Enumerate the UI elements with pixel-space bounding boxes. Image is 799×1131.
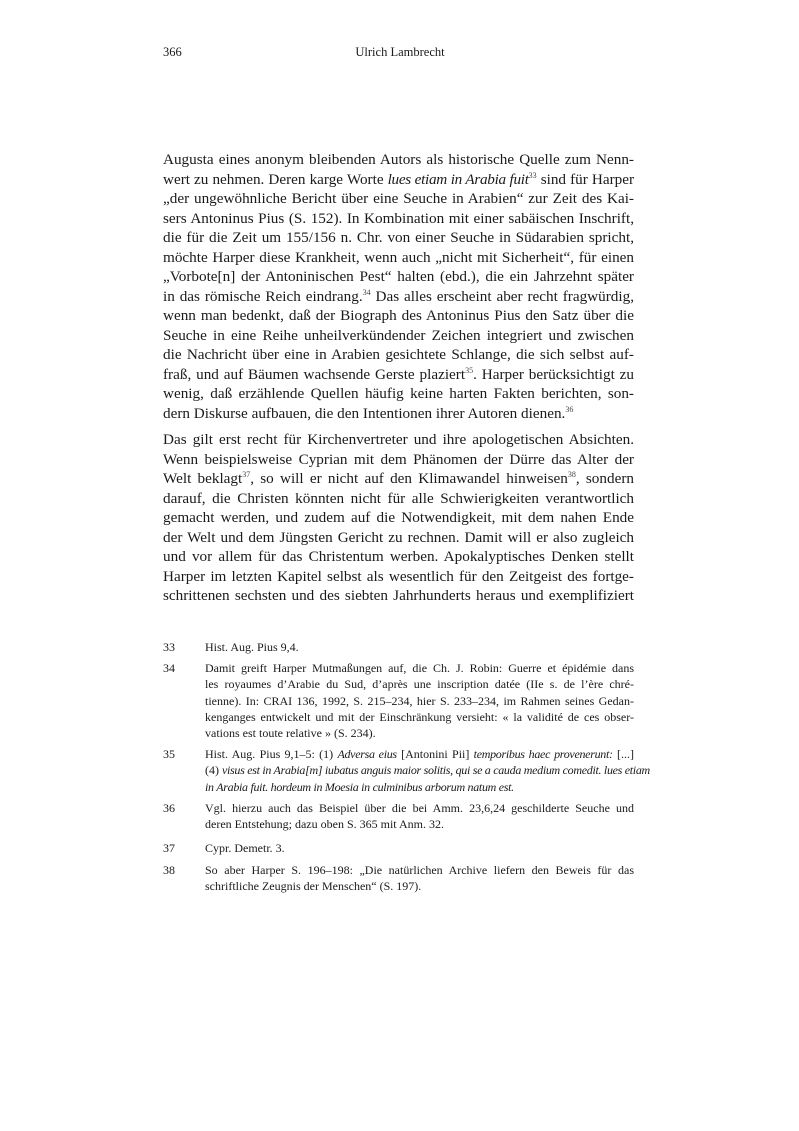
- text-line: [163, 528, 634, 548]
- text-line: [205, 676, 634, 692]
- text-run: , so will er nicht auf den Klimawandel hinweisen: [250, 470, 568, 487]
- italic-text: visus est in Arabia[m] iubatus anguis maior solitis, qui se a cauda medium comedit. lues etiam: [222, 763, 650, 778]
- italic-text: Adversa eius: [337, 747, 397, 762]
- text-line: [163, 189, 634, 209]
- footnote-text: [205, 862, 634, 894]
- body-paragraph-2: [163, 430, 634, 606]
- footnote-number: 33: [163, 640, 175, 654]
- footnote-text: [205, 840, 634, 856]
- text-run: Harper im letzten Kapitel selbst als wesentlich für den Zeitgeist des fortge-: [163, 567, 634, 585]
- text-run: die für die Zeit um 155/156 n. Chr. von einer Seuche in Südarabien spricht,: [163, 229, 634, 246]
- text-run: wert zu nehmen. Deren karge Worte: [163, 170, 388, 188]
- text-line: [163, 430, 634, 450]
- text-line: [163, 150, 634, 170]
- text-run: schrittenen sechsten und des siebten Jahrhunderts heraus und exemplifiziert: [163, 587, 634, 604]
- italic-text: temporibus haec provenerunt:: [473, 747, 613, 762]
- text-run: Welt beklagt: [163, 470, 243, 487]
- text-line: [163, 306, 634, 326]
- text-line: [163, 326, 634, 346]
- footnote-number: 38: [163, 863, 175, 878]
- text-run: „Vorbote[n] der Antoninischen Pest“ halten (ebd.), die ein Jahrzehnt später: [163, 268, 634, 285]
- page-number: 366: [163, 45, 182, 59]
- text-line: [163, 508, 634, 528]
- text-run: Wenn beispielsweise Cyprian mit dem Phänomen der Dürre das Alter der: [163, 450, 634, 468]
- footnote-reference[interactable]: 33: [528, 170, 537, 180]
- body-paragraph-1: [163, 150, 634, 423]
- text-line: [163, 267, 634, 287]
- text-run: Hist. Aug. Pius 9,4.: [205, 640, 299, 654]
- footnote-text: [205, 800, 634, 832]
- footnote-reference[interactable]: 34: [362, 287, 371, 297]
- text-run: [...]: [612, 747, 634, 762]
- text-run: sind für Harper: [536, 170, 635, 188]
- text-line: [205, 779, 634, 795]
- text-run: (4): [205, 763, 222, 778]
- footnote-text: [205, 746, 650, 795]
- footnote-reference[interactable]: 35: [465, 365, 474, 375]
- text-run: So aber Harper S. 196–198: „Die natürlichen Archive liefern den Beweis für das: [205, 863, 634, 878]
- text-run: sers Antoninus Pius (S. 152). In Kombination mit einer sabäischen Inschrift,: [163, 209, 634, 227]
- text-run: Hist. Aug. Pius 9,1–5: (1): [205, 747, 338, 762]
- text-run: fraß, und auf Bäumen wachsende Gerste plaziert: [163, 365, 466, 383]
- text-run: , sondern: [575, 470, 634, 487]
- text-line: [163, 365, 634, 385]
- footnote-number: 34: [163, 661, 175, 676]
- text-line: [163, 228, 634, 248]
- footnote-36: [163, 800, 634, 832]
- footnote-reference[interactable]: 37: [242, 470, 251, 479]
- text-run: Damit greift Harper Mutmaßungen auf, die Ch. J. Robin: Guerre et épidémie dans: [205, 661, 634, 676]
- footnote-34: [163, 660, 634, 741]
- text-line: [205, 660, 634, 676]
- text-line: [163, 384, 634, 404]
- text-run: tienne). In: CRAI 136, 1992, S. 215–234, hier S. 233–234, im Rahmen seines Gedan-: [205, 693, 634, 708]
- text-line: [163, 489, 634, 509]
- footnote-number: 37: [163, 841, 175, 856]
- text-run: wenig, daß erzählende Quellen häufig keine harten Fakten berichten, son-: [163, 385, 634, 402]
- text-run: in das römische Reich eindrang.: [163, 287, 363, 305]
- text-run: und vor allem für das Christentum werben. Apokalyptisches Denken stellt: [163, 548, 634, 565]
- text-run: gemacht werden, und zudem auf die Notwendigkeit, mit dem nahen Ende: [163, 509, 634, 526]
- text-run: schriftliche Zeugnis der Menschen“ (S. 197).: [205, 879, 422, 894]
- running-head: Ulrich Lambrecht: [355, 45, 445, 59]
- text-run: möchte Harper diese Krankheit, wenn auch „nicht mit Sicherheit“, für einen: [163, 248, 634, 266]
- footnote-reference[interactable]: 38: [567, 470, 576, 479]
- footnote-text: [205, 639, 634, 655]
- text-line: [163, 469, 634, 489]
- text-run: die Nachricht über eine in Arabien gesichtete Schlange, die sich selbst auf-: [163, 346, 634, 363]
- italic-text: in Arabia fuit. hordeum in Moesia in culminibus arborum natum est.: [205, 779, 514, 794]
- text-run: dern Diskurse aufbauen, die den Intentionen ihrer Autoren dienen.: [163, 404, 566, 422]
- footnote-number: 36: [163, 800, 175, 815]
- text-line: [205, 816, 634, 832]
- text-line: [163, 567, 634, 587]
- text-line: [205, 725, 634, 741]
- footnotes: [163, 639, 650, 900]
- text-line: [205, 878, 634, 894]
- text-run: [Antonini Pii]: [396, 747, 474, 762]
- text-run: „der ungewöhnliche Bericht über eine Seuche in Arabien“ zur Zeit des Kai-: [163, 190, 634, 207]
- footnote-37: [163, 840, 634, 856]
- text-line: [205, 693, 634, 709]
- text-line: [163, 450, 634, 470]
- text-run: der Welt und dem Jüngsten Gericht zu rechnen. Damit will er also zugleich: [163, 528, 634, 546]
- text-run: wenn man bedenkt, daß der Biograph des Antoninus Pius den Satz über die: [163, 307, 634, 324]
- text-line: [163, 248, 634, 268]
- text-line: [205, 746, 634, 762]
- text-run: Seuche in eine Reihe unheilverkündender Zeichen integriert und zwischen: [163, 326, 634, 344]
- text-line: [163, 404, 634, 424]
- text-line: [163, 547, 634, 567]
- text-run: Das gilt erst recht für Kirchenvertreter und ihre apologetischen Absichten.: [163, 431, 634, 448]
- footnote-33: [163, 639, 634, 655]
- italic-text: lues etiam in Arabia fuit: [387, 170, 529, 188]
- text-run: darauf, die Christen könnten nicht für alle Schwierigkeiten verantwortlich: [163, 489, 634, 507]
- text-run: deren Entstehung; dazu oben S. 365 mit Anm. 32.: [205, 816, 444, 831]
- text-run: les royaumes d’Arabie du Sud, d’après une inscription datée (IIe s. de l’ère chré-: [205, 677, 634, 692]
- text-line: [205, 840, 634, 856]
- text-line: [163, 209, 634, 229]
- text-line: [205, 709, 634, 725]
- footnote-38: [163, 862, 634, 894]
- footnote-text: [205, 660, 634, 741]
- text-line: [205, 800, 634, 816]
- text-run: . Harper berücksichtigt zu: [473, 365, 635, 383]
- text-run: Cypr. Demetr. 3.: [205, 841, 285, 856]
- text-line: [205, 762, 650, 778]
- footnote-reference[interactable]: 36: [565, 404, 574, 414]
- text-run: Augusta eines anonym bleibenden Autors als historische Quelle zum Nenn-: [163, 151, 634, 168]
- footnote-number: 35: [163, 747, 175, 762]
- text-line: [205, 862, 634, 878]
- text-line: [163, 345, 634, 365]
- text-line: [163, 287, 634, 307]
- text-run: Vgl. hierzu auch das Beispiel über die bei Amm. 23,6,24 geschilderte Seuche und: [205, 800, 634, 815]
- footnote-35: [163, 746, 650, 795]
- text-run: kenganges entwickelt und mit der Einschränkung versieht: « la validité de ces obser-: [205, 709, 634, 724]
- text-line: [163, 170, 634, 190]
- text-run: Das alles erscheint aber recht fragwürdig,: [370, 287, 634, 305]
- text-line: [205, 639, 634, 655]
- text-line: [163, 586, 634, 606]
- text-run: vations est toute relative » (S. 234).: [205, 725, 376, 740]
